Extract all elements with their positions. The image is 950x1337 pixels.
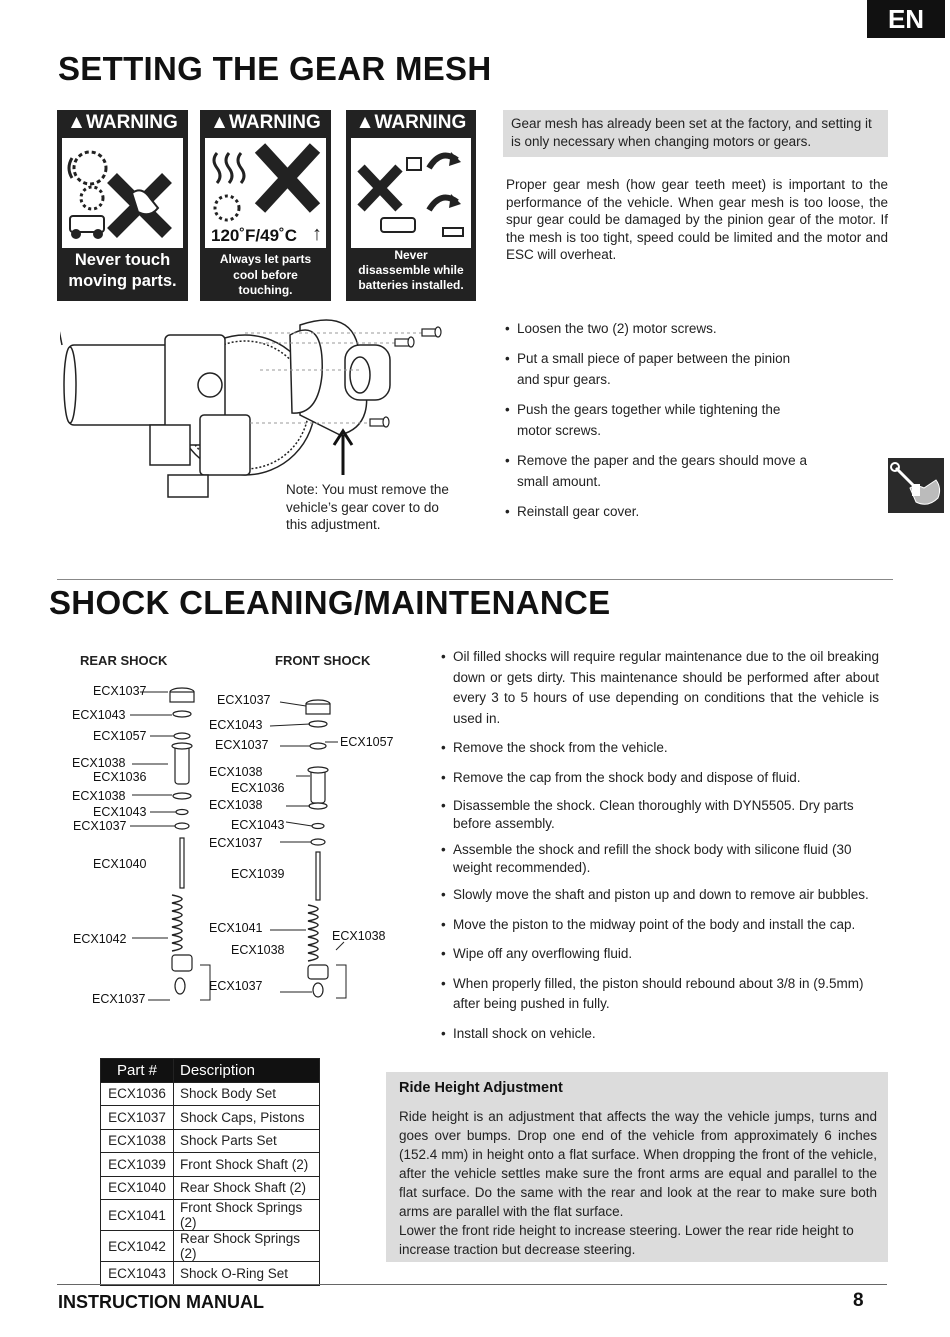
list-item: • Oil filled shocks will require regular maintenance due to the oil breaking down or gets dirty. This maintenance should be performed after about every 3 to 5 hours of use depending on conditions that the vehicle is used in. [441, 647, 879, 729]
column-header: Part # [101, 1059, 174, 1083]
list-item: • Wipe off any overflowing fluid. [441, 944, 879, 965]
disassemble-prohibited-icon [351, 138, 471, 248]
callout-label: ECX1037 [73, 819, 127, 833]
table-row: ECX1038 Shock Parts Set [101, 1129, 320, 1153]
hot-surface-prohibited-icon: 120˚F/49˚C ↑ [205, 138, 326, 248]
hand-gear-prohibited-icon [62, 138, 183, 248]
parts-table [100, 1058, 320, 1286]
table-row: ECX1043 Shock O-Ring Set [101, 1262, 320, 1286]
ride-height-text: Ride height is an adjustment that affects the way the vehicle jumps, turns and goes over bumps. Drop one end of the vehicle from approximately 6 inches (152.4 mm) in height onto a flat surface. When dropping the front of the vehicle, after the vehicle settles make sure the front arms are equal and parallel to the flat surface. Do the same with the rear and look at the rear to make sure both arms are parallel with the flat surface. [399, 1109, 877, 1219]
callout-label: ECX1038 [72, 789, 126, 803]
list-item: • Assemble the shock and refill the shock body with silicone fluid (30 weight recommended). [441, 841, 879, 876]
footer-title: INSTRUCTION MANUAL [58, 1292, 264, 1312]
callout-label: ECX1037 [92, 992, 146, 1006]
table-row: ECX1036 Shock Body Set [101, 1082, 320, 1106]
callout-label: ECX1038 [209, 798, 263, 812]
warning-triangle-icon: ▲ [210, 112, 229, 133]
footer-divider [57, 1284, 887, 1285]
callout-label: ECX1038 [209, 765, 263, 779]
callout-label: ECX1057 [340, 735, 394, 749]
language-tab: EN [867, 0, 945, 38]
callout-label: ECX1038 [231, 943, 285, 957]
table-row: ECX1040 Rear Shock Shaft (2) [101, 1176, 320, 1200]
shock-maintenance-title: SHOCK CLEANING/MAINTENANCE [49, 584, 611, 621]
list-item: • Remove the shock from the vehicle. [441, 738, 879, 759]
shock-maintenance-steps [441, 647, 879, 1044]
gear-cover-note: Note: You must remove the vehicle’s gear cover to do this adjustment. [286, 482, 449, 532]
list-item: • When properly filled, the piston should rebound about 3/8 in (9.5mm) after being pushed in fully. [441, 974, 879, 1015]
warning-heading: ▲WARNING [67, 112, 178, 133]
page-number: 8 [853, 1290, 864, 1311]
callout-label: ECX1037 [217, 693, 271, 707]
warning-heading: ▲WARNING [355, 112, 467, 133]
callout-label: ECX1043 [72, 708, 126, 722]
callout-label: ECX1042 [73, 932, 127, 946]
table-row: ECX1042 Rear Shock Springs (2) [101, 1231, 320, 1262]
callout-label: ECX1037 [209, 836, 263, 850]
callout-label: ECX1043 [231, 818, 285, 832]
arrow-up-icon: ↑ [312, 223, 322, 245]
list-item: • Loosen the two (2) motor screws. [505, 318, 807, 339]
callout-label: ECX1041 [209, 921, 263, 935]
callout-label: ECX1036 [231, 781, 285, 795]
list-item: • Move the piston to the midway point of the body and install the cap. [441, 915, 879, 936]
section-divider [57, 579, 893, 580]
list-item: • Slowly move the shaft and piston up and down to remove air bubbles. [441, 885, 879, 906]
list-item: • Remove the cap from the shock body and dispose of fluid. [441, 768, 879, 789]
table-header-row [101, 1059, 320, 1083]
rear-shock-label: REAR SHOCK [80, 653, 168, 668]
callout-label: ECX1039 [231, 867, 285, 881]
warning-heading: ▲WARNING [210, 112, 321, 133]
gear-mesh-intro: Proper gear mesh (how gear teeth meet) is important to the performance of the vehicle. When gear mesh is too loose, the spur gear could be damaged by the pinion gear of the motor. If the mesh is too tight, speed could be limited and the motor and ESC will overheat. [506, 177, 888, 262]
warning-label-hot-parts: ▲WARNING 120˚F/49˚C ↑ Always let parts cool before touching. [200, 110, 331, 301]
warning-label-batteries: ▲WARNING Never disassemble while batteries installed. [346, 110, 476, 301]
callout-label: ECX1043 [209, 718, 263, 732]
callout-label: ECX1037 [215, 738, 269, 752]
list-item: • Reinstall gear cover. [505, 501, 807, 522]
list-item: • Push the gears together while tightening the motor screws. [505, 399, 807, 441]
list-item: • Remove the paper and the gears should move a small amount. [505, 450, 807, 492]
list-item: • Put a small piece of paper between the pinion and spur gears. [505, 348, 807, 390]
warning-triangle-icon: ▲ [355, 112, 375, 133]
callout-label: ECX1038 [72, 756, 126, 770]
front-shock-label: FRONT SHOCK [275, 653, 371, 668]
gear-mesh-steps [505, 318, 807, 522]
list-item: • Disassemble the shock. Clean thoroughly with DYN5505. Dry parts before assembly. [441, 797, 879, 832]
table-row: ECX1039 Front Shock Shaft (2) [101, 1153, 320, 1177]
callout-label: ECX1036 [93, 770, 147, 784]
column-header: Description [174, 1059, 320, 1083]
tool-icon [888, 458, 944, 513]
factory-note-box: Gear mesh has already been set at the factory, and setting it is only necessary when changing motors or gears. [503, 110, 888, 157]
ride-height-title: Ride Height Adjustment [399, 1080, 563, 1096]
gear-mesh-title: SETTING THE GEAR MESH [58, 50, 492, 87]
callout-label: ECX1040 [93, 857, 147, 871]
table-row: ECX1041 Front Shock Springs (2) [101, 1200, 320, 1231]
callout-label: ECX1043 [93, 805, 147, 819]
list-item: • Install shock on vehicle. [441, 1024, 879, 1045]
ride-height-tip: Lower the front ride height to increase steering. Lower the rear ride height to increase traction but decrease steering. [399, 1223, 854, 1257]
callout-label: ECX1037 [209, 979, 263, 993]
callout-label: ECX1037 [93, 684, 147, 698]
table-row: ECX1037 Shock Caps, Pistons [101, 1106, 320, 1130]
warning-label-moving-parts: ▲WARNING Never touch moving parts. [57, 110, 188, 301]
warning-triangle-icon: ▲ [67, 112, 86, 133]
callout-label: ECX1038 [332, 929, 386, 943]
callout-label: ECX1057 [93, 729, 147, 743]
ride-height-box [386, 1072, 888, 1262]
